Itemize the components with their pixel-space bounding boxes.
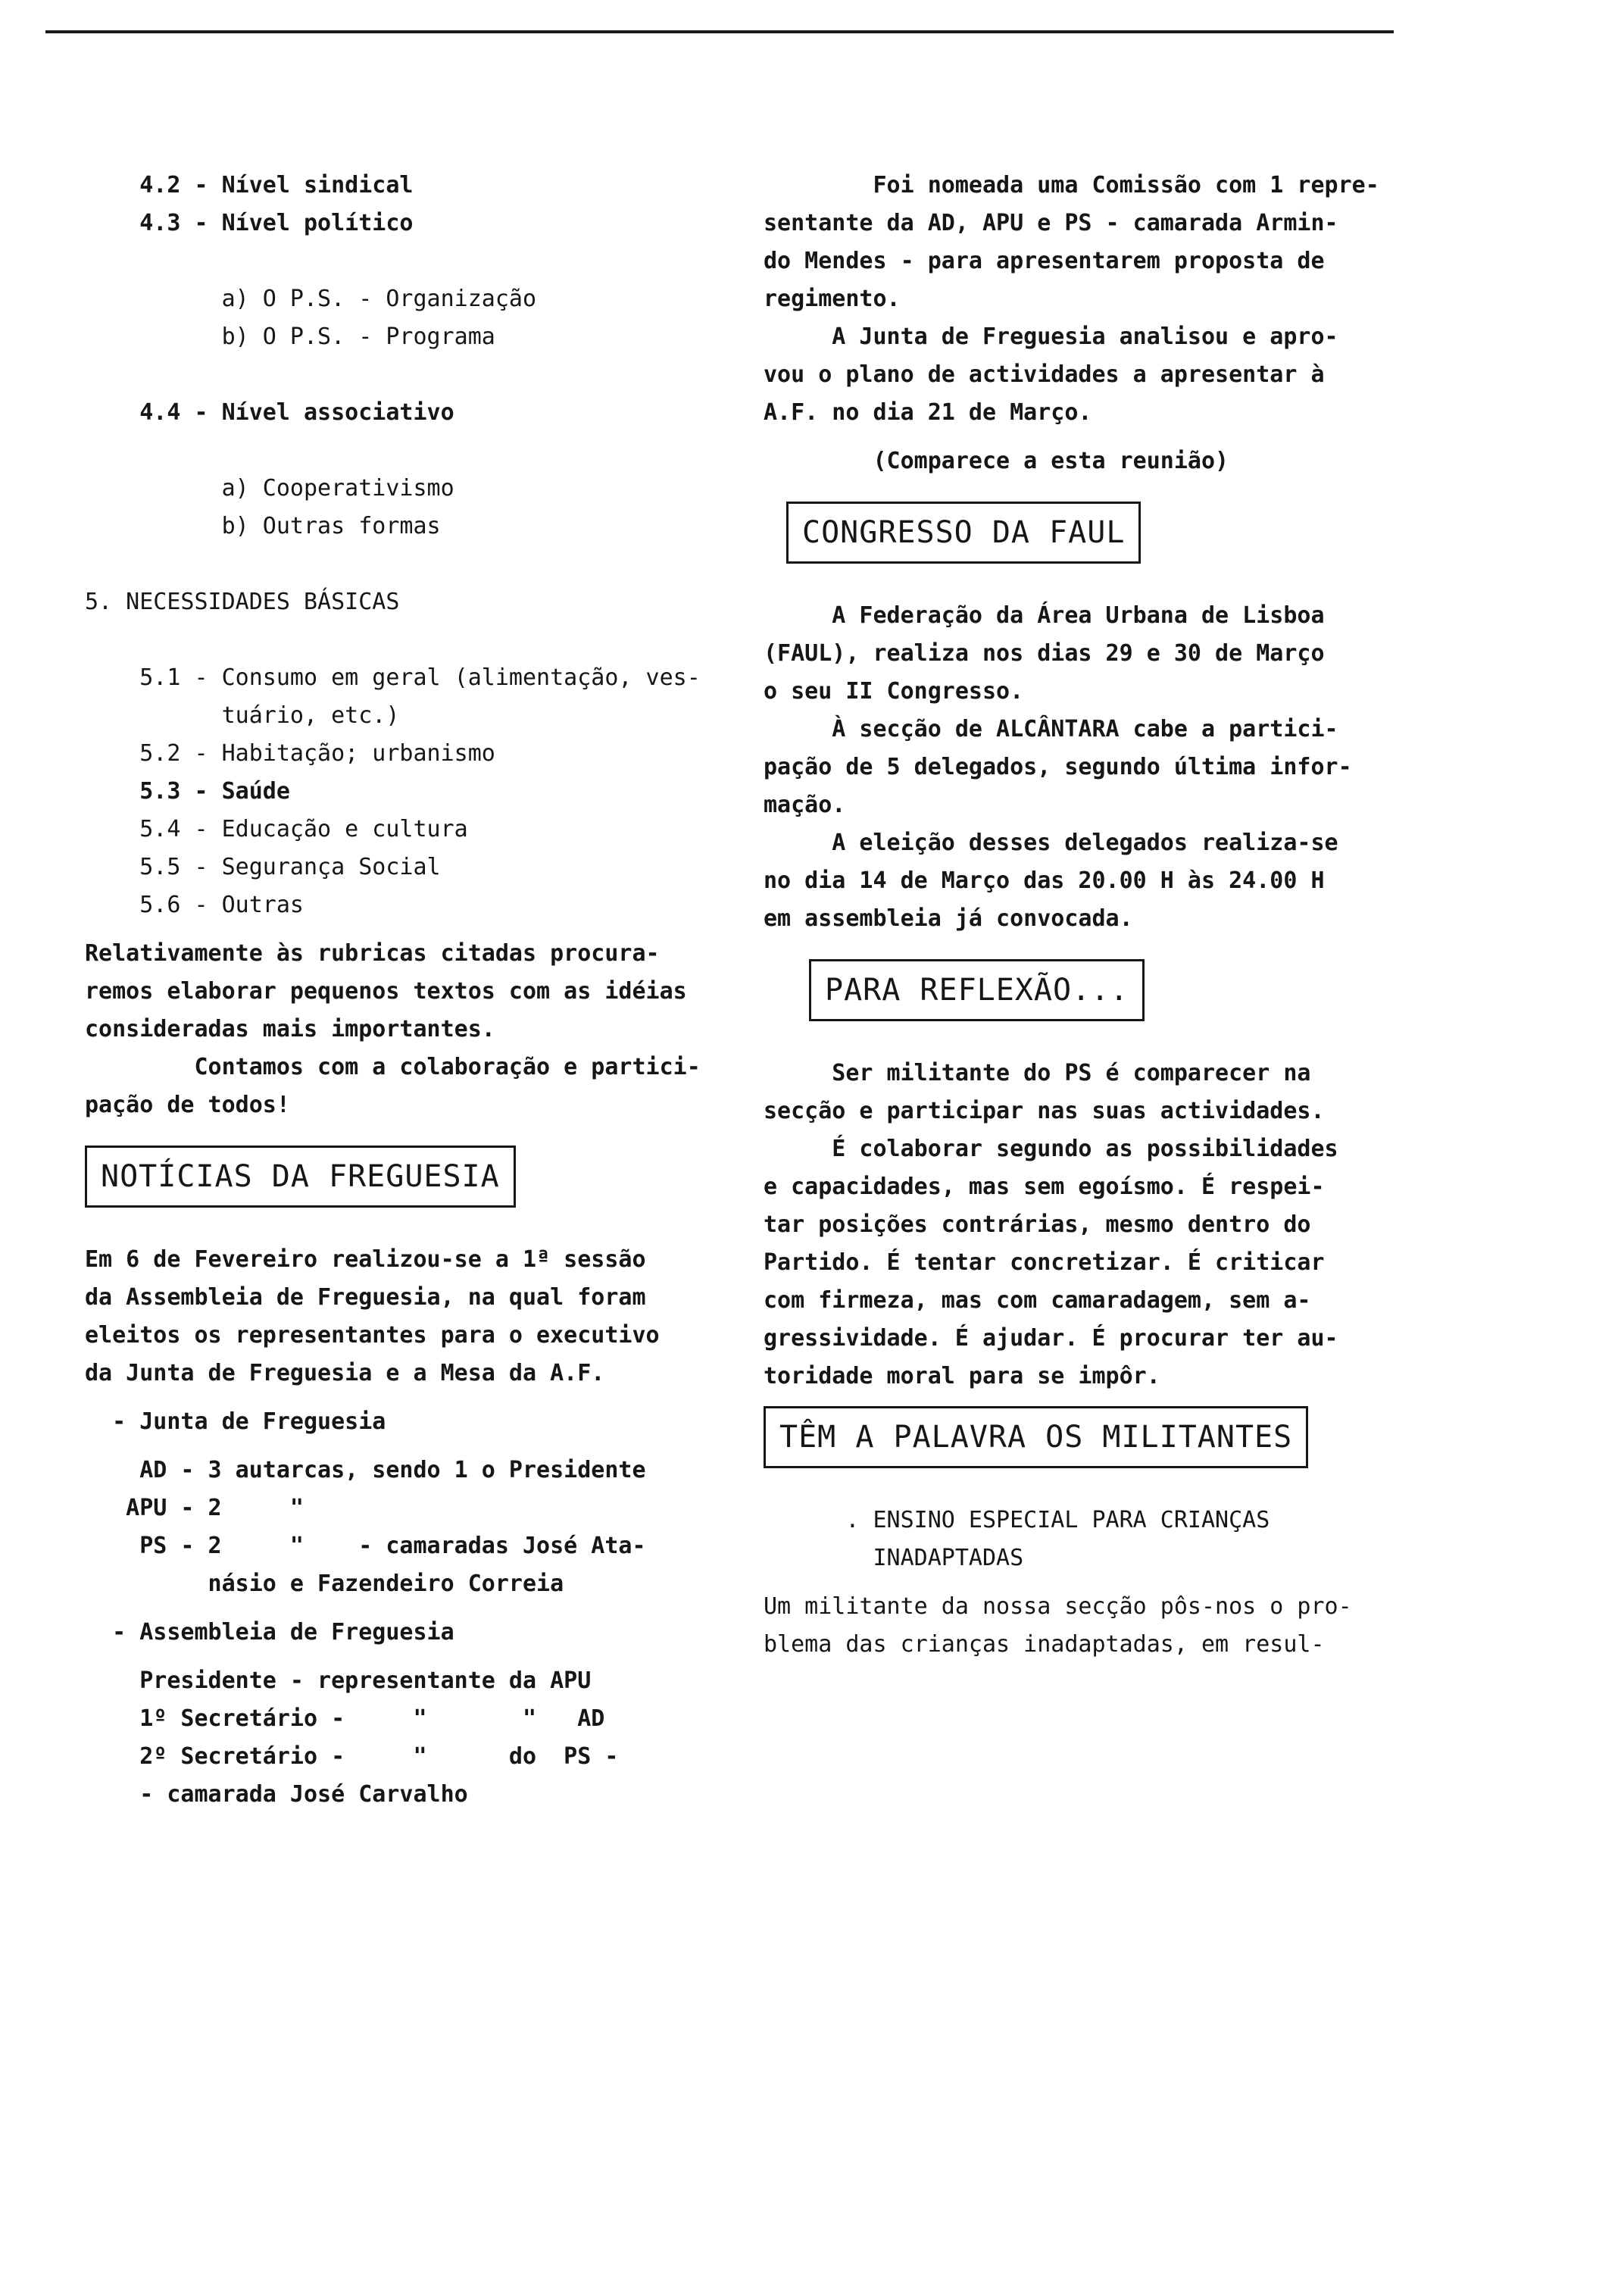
paragraph-line: da Assembleia de Freguesia, na qual foram — [85, 1284, 646, 1311]
paragraph-line: blema das crianças inadaptadas, em resul- — [764, 1631, 1325, 1658]
outline-line: b) O P.S. - Programa — [85, 323, 495, 350]
paragraph-line: regimento. — [764, 286, 901, 312]
paragraph-line: mação. — [764, 792, 846, 818]
top-rule — [45, 30, 1394, 33]
paragraph-line: o seu II Congresso. — [764, 678, 1024, 705]
outline-line — [85, 356, 736, 394]
subheading-line: . ENSINO ESPECIAL PARA CRIANÇAS — [764, 1507, 1270, 1533]
militantes-heading: TÊM A PALAVRA OS MILITANTES — [764, 1406, 1308, 1468]
paragraph-line: e capacidades, mas sem egoísmo. É respei- — [764, 1174, 1325, 1200]
paragraph-line: À secção de ALCÂNTARA cabe a partici- — [764, 716, 1338, 742]
closing-paragraph — [85, 935, 736, 1124]
paragraph-line: sentante da AD, APU e PS - camarada Armin- — [764, 210, 1338, 236]
paragraph-line: em assembleia já convocada. — [764, 905, 1133, 932]
outline-line: tuário, etc.) — [85, 702, 400, 729]
list-item: AD - 3 autarcas, sendo 1 o Presidente — [85, 1457, 646, 1483]
outline-line — [85, 432, 736, 470]
paragraph-line: gressividade. É ajudar. É procurar ter au- — [764, 1325, 1338, 1352]
outline-line — [85, 545, 736, 583]
paragraph-line: com firmeza, mas com camaradagem, sem a- — [764, 1287, 1311, 1314]
paragraph-line: Contamos com a colaboração e partici- — [85, 1054, 701, 1080]
paragraph-line: Partido. É tentar concretizar. É criticar — [764, 1249, 1325, 1276]
paragraph-line: eleitos os representantes para o executivo — [85, 1322, 660, 1349]
list-item: 2º Secretário - " do PS - — [85, 1743, 619, 1770]
noticias-heading: NOTÍCIAS DA FREGUESIA — [85, 1146, 516, 1208]
list-item: 1º Secretário - " " AD — [85, 1705, 605, 1732]
subheading-line: INADAPTADAS — [764, 1545, 1024, 1571]
outline-line: 5.1 - Consumo em geral (alimentação, ves- — [85, 664, 701, 691]
list-item: násio e Fazendeiro Correia — [85, 1571, 564, 1597]
paragraph-line: pação de todos! — [85, 1092, 290, 1118]
paragraph-line: Relativamente às rubricas citadas procura- — [85, 940, 660, 967]
list-item: Presidente - representante da APU — [85, 1667, 592, 1694]
paragraph-line: A Federação da Área Urbana de Lisboa — [764, 602, 1325, 629]
congresso-paragraph — [764, 597, 1415, 938]
ensino-subheading — [764, 1502, 1415, 1577]
paragraph-line: secção e participar nas suas actividades. — [764, 1098, 1325, 1124]
right-column — [764, 167, 1415, 1664]
outline-line: a) O P.S. - Organização — [85, 286, 537, 312]
outline-line: 4.2 - Nível sindical — [85, 172, 414, 198]
reflexao-paragraph — [764, 1055, 1415, 1396]
outline-line: 5.3 - Saúde — [85, 778, 290, 805]
paragraph-line: do Mendes - para apresentarem proposta de — [764, 248, 1325, 274]
paragraph-line: da Junta de Freguesia e a Mesa da A.F. — [85, 1360, 605, 1386]
paragraph-line: toridade moral para se impôr. — [764, 1363, 1160, 1389]
list-item: APU - 2 " — [85, 1495, 304, 1521]
noticias-intro — [85, 1241, 736, 1392]
paragraph-line: vou o plano de actividades a apresentar à — [764, 361, 1325, 388]
list-item: - camarada José Carvalho — [85, 1781, 468, 1808]
left-column — [85, 167, 736, 1814]
paragraph-line: consideradas mais importantes. — [85, 1016, 495, 1042]
outline-line — [85, 621, 736, 659]
ensino-paragraph — [764, 1588, 1415, 1664]
comparece-note: (Comparece a esta reunião) — [764, 448, 1229, 474]
paragraph-line: Foi nomeada uma Comissão com 1 repre- — [764, 172, 1379, 198]
paragraph-line: Um militante da nossa secção pôs-nos o pro- — [764, 1593, 1352, 1620]
paragraph-line: É colaborar segundo as possibilidades — [764, 1136, 1338, 1162]
junta-heading: - Junta de Freguesia — [85, 1408, 386, 1435]
paragraph-line: Ser militante do PS é comparecer na — [764, 1060, 1311, 1086]
outline-line: 4.3 - Nível político — [85, 210, 414, 236]
reflexao-heading: PARA REFLEXÃO... — [809, 959, 1145, 1021]
paragraph-line: A eleição desses delegados realiza-se — [764, 830, 1338, 856]
paragraph-line: pação de 5 delegados, segundo última infor- — [764, 754, 1352, 780]
outline-line: 5.6 - Outras — [85, 892, 304, 918]
assembleia-list — [85, 1662, 736, 1814]
outline-line: a) Cooperativismo — [85, 475, 454, 502]
outline-line: 4.4 - Nível associativo — [85, 399, 454, 426]
paragraph-line: tar posições contrárias, mesmo dentro do — [764, 1211, 1311, 1238]
paragraph-line: A.F. no dia 21 de Março. — [764, 399, 1092, 426]
outline-line: b) Outras formas — [85, 513, 441, 539]
comissao-paragraph — [764, 167, 1415, 432]
section-heading: 5. NECESSIDADES BÁSICAS — [85, 589, 400, 615]
outline-line: 5.4 - Educação e cultura — [85, 816, 468, 842]
list-item: PS - 2 " - camaradas José Ata- — [85, 1533, 646, 1559]
paragraph-line: Em 6 de Fevereiro realizou-se a 1ª sessão — [85, 1246, 646, 1273]
congresso-heading: CONGRESSO DA FAUL — [786, 502, 1141, 564]
paragraph-line: remos elaborar pequenos textos com as idéias — [85, 978, 687, 1005]
outline-list — [85, 167, 736, 924]
paragraph-line: (FAUL), realiza nos dias 29 e 30 de Março — [764, 640, 1325, 667]
junta-list — [85, 1452, 736, 1603]
assembleia-heading: - Assembleia de Freguesia — [85, 1619, 454, 1646]
paragraph-line: no dia 14 de Março das 20.00 H às 24.00 H — [764, 867, 1325, 894]
paragraph-line: A Junta de Freguesia analisou e apro- — [764, 323, 1338, 350]
outline-line: 5.5 - Segurança Social — [85, 854, 441, 880]
outline-line — [85, 242, 736, 280]
outline-line: 5.2 - Habitação; urbanismo — [85, 740, 495, 767]
